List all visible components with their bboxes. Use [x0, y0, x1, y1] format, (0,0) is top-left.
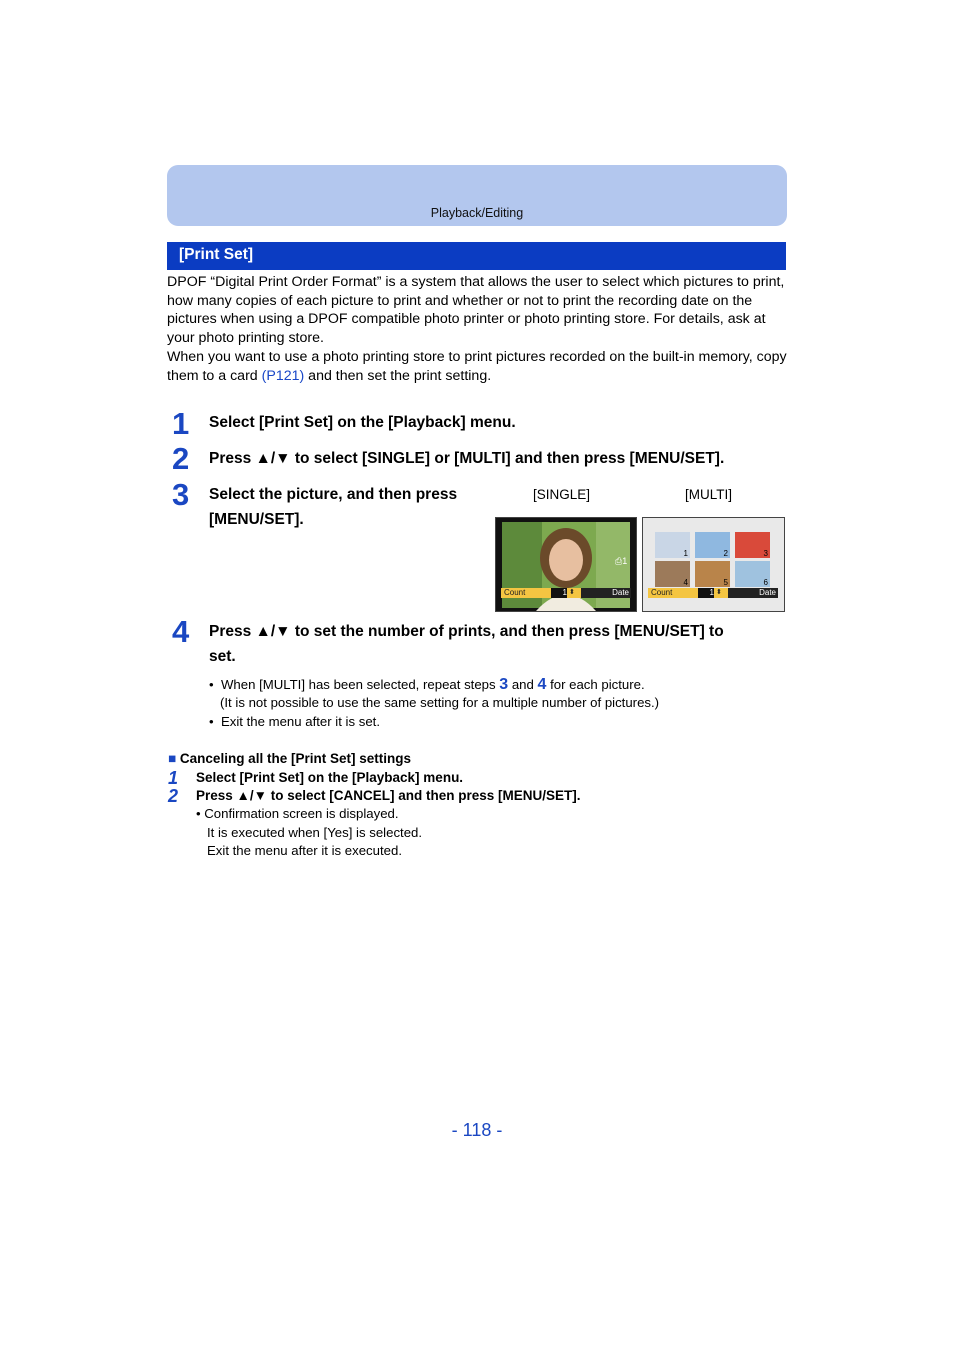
thumbnail: 2	[695, 532, 730, 558]
thumbnail: 1	[655, 532, 690, 558]
up-down-arrows-icon: ⬍	[569, 589, 575, 596]
cancel-heading: ■ Canceling all the [Print Set] settings	[168, 751, 411, 766]
step-4-text-line1: Press ▲/▼ to set the number of prints, and then press [MENU/SET] to	[209, 623, 724, 640]
step-3-text-line2: [MENU/SET].	[209, 511, 304, 528]
note-exit: • Exit the menu after it is set.	[209, 714, 381, 729]
multi-screen	[642, 517, 785, 612]
single-status-bar	[501, 588, 631, 598]
thumbnail: 4	[655, 561, 690, 587]
single-caption: [SINGLE]	[533, 487, 591, 502]
page-number: - 118 -	[451, 1120, 503, 1140]
step-number-1: 1	[172, 406, 190, 441]
page-link-p121[interactable]: (P121)	[261, 367, 305, 384]
intro-paragraph-2: When you want to use a photo printing store to print pictures recorded on the built-in memory, copy them to a card (P121) and then set the print setting.	[167, 349, 787, 384]
thumbnail: 5	[695, 561, 730, 587]
count-value: 1	[698, 588, 714, 598]
step-number-4: 4	[172, 614, 190, 649]
multi-caption: [MULTI]	[685, 487, 732, 502]
print-count-icon: ⎙1	[615, 556, 628, 566]
section-title: [Print Set]	[179, 246, 254, 263]
step-number-2: 2	[172, 441, 190, 476]
section-label: Playback/Editing	[430, 206, 524, 220]
section-title-bar	[167, 242, 786, 270]
square-bullet-icon: ■	[168, 751, 177, 766]
step-4-text-line2: set.	[209, 648, 236, 665]
cancel-step-number-1: 1	[168, 768, 179, 788]
cancel-step-2-text: Press ▲/▼ to select [CANCEL] and then press [MENU/SET].	[196, 788, 581, 803]
note-multi: • When [MULTI] has been selected, repeat steps 3 and 4 for each picture.	[209, 676, 645, 693]
thumbnail: 3	[735, 532, 770, 558]
cancel-note-2: It is executed when [Yes] is selected.	[207, 825, 423, 840]
up-down-arrows-icon: ⬍	[716, 589, 722, 596]
note-multi-line2: (It is not possible to use the same setting for a multiple number of pictures.)	[220, 695, 660, 710]
cancel-note-1: • Confirmation screen is displayed.	[196, 806, 399, 821]
step-2-text: Press ▲/▼ to select [SINGLE] or [MULTI] and then press [MENU/SET].	[209, 450, 725, 467]
step-1-text: Select [Print Set] on the [Playback] menu.	[209, 414, 516, 431]
step-3-text-line1: Select the picture, and then press	[209, 486, 458, 503]
single-screen	[495, 517, 637, 612]
cancel-note-3: Exit the menu after it is executed.	[207, 843, 402, 858]
date-label: Date	[581, 588, 631, 598]
intro-paragraph: DPOF “Digital Print Order Format” is a system that allows the user to select which pictures to print, how many copies of each picture to print and whether or not to print the recording date on the pictures when using a DPOF compatible photo printer or photo printing store. For details, ask at your photo printing store.	[167, 274, 785, 346]
cancel-step-1-text: Select [Print Set] on the [Playback] menu.	[196, 770, 464, 785]
count-label: Count	[504, 588, 526, 597]
count-label: Count	[651, 588, 673, 597]
multi-status-bar	[648, 588, 778, 598]
date-label: Date	[728, 588, 778, 598]
thumbnail: 6	[735, 561, 770, 587]
count-value: 1	[551, 588, 567, 598]
step-number-3: 3	[172, 477, 190, 512]
cancel-step-number-2: 2	[168, 786, 179, 806]
